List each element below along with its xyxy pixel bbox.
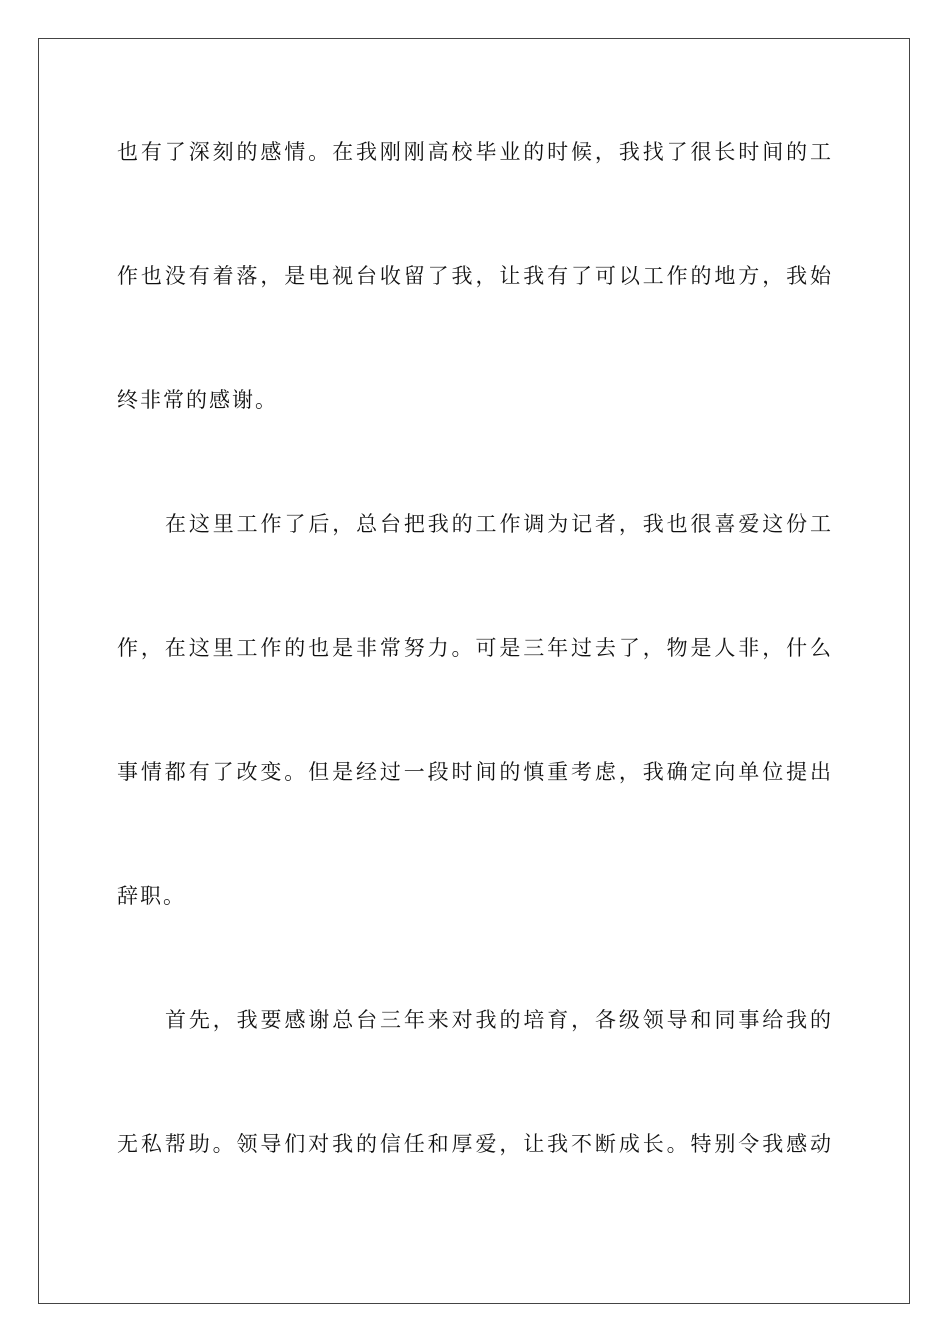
text-line-6: 事情都有了改变。但是经过一段时间的慎重考虑，我确定向单位提出 bbox=[117, 760, 833, 784]
text-line-3: 终非常的感谢。 bbox=[117, 388, 278, 412]
page-border bbox=[38, 38, 910, 1304]
text-line-5: 作，在这里工作的也是非常努力。可是三年过去了，物是人非，什么 bbox=[117, 636, 833, 660]
text-line-4: 在这里工作了后，总台把我的工作调为记者，我也很喜爱这份工 bbox=[165, 512, 833, 536]
text-line-9: 无私帮助。领导们对我的信任和厚爱，让我不断成长。特别令我感动 bbox=[117, 1132, 833, 1156]
text-line-2: 作也没有着落，是电视台收留了我，让我有了可以工作的地方，我始 bbox=[117, 264, 833, 288]
text-line-7: 辞职。 bbox=[117, 884, 186, 908]
text-line-8: 首先，我要感谢总台三年来对我的培育，各级领导和同事给我的 bbox=[165, 1008, 833, 1032]
text-line-1: 也有了深刻的感情。在我刚刚高校毕业的时候，我找了很长时间的工 bbox=[117, 140, 833, 164]
